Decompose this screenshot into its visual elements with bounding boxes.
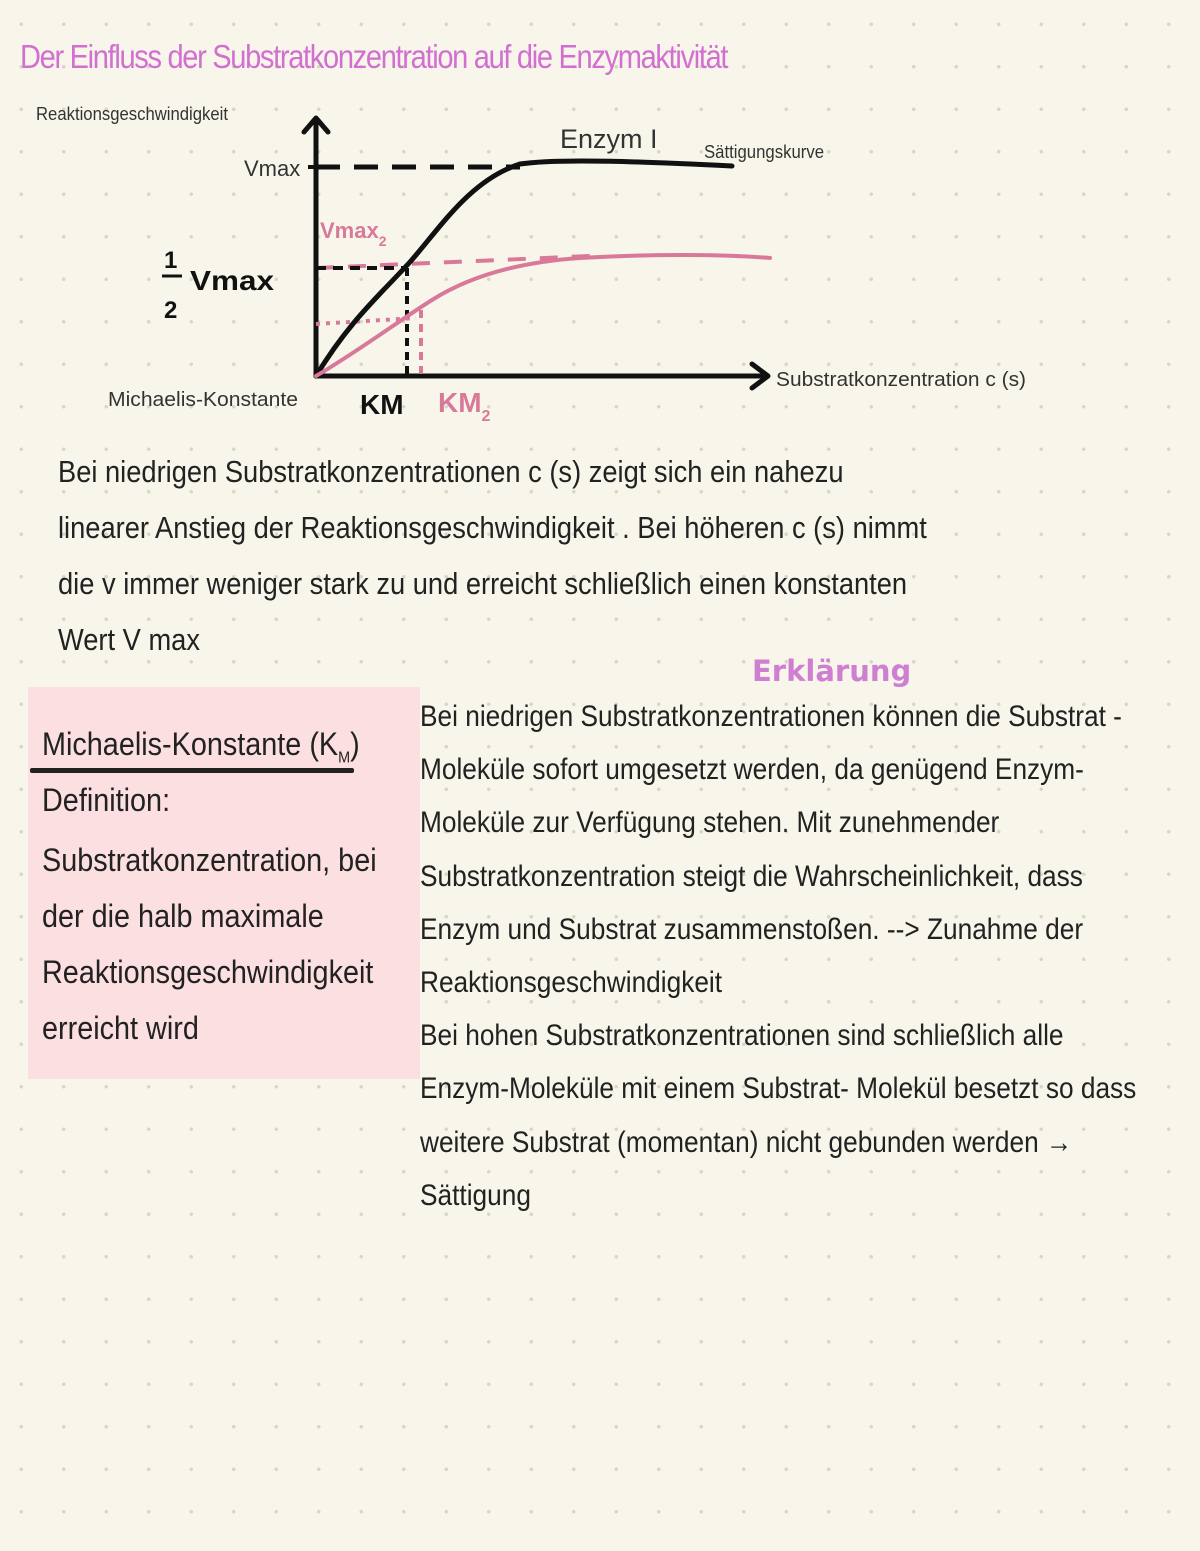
explanation-text — [420, 690, 1146, 1222]
explanation-heading: Erklärung — [752, 654, 912, 688]
enzyme1-label: Enzym I — [560, 124, 658, 154]
summary-paragraph: Bei niedrigen Substratkonzentrationen c (s) zeigt sich ein nahezu linearer Anstieg der Reaktionsgeschwindigkeit . Bei höheren c (s) nimmt die v immer weniger stark zu und erreicht schließlich einen konstanten Wert V max — [58, 454, 927, 657]
km2-label: $KM_2$ — [438, 387, 491, 425]
y-axis-label: Reaktionsgeschwindigkeit — [36, 104, 228, 124]
saturation-curve-label: Sättigungskurve — [704, 142, 824, 162]
definition-text: Substratkonzentration, bei der die halb maximale Reaktionsgeschwindigkeit erreicht wird — [42, 842, 377, 1046]
enzyme1-curve — [316, 161, 732, 376]
x-axis-label: Substratkonzentration c (s) — [776, 369, 1026, 391]
definition-label: Definition: — [42, 782, 171, 818]
michaelis-label: Michaelis-Konstante — [108, 389, 298, 411]
vmax2-label: Vmax$_2$ — [320, 218, 387, 249]
definition-title-underline — [30, 768, 354, 773]
explanation-paragraph-2: Bei hohen Substratkonzentrationen sind schließlich alle Enzym-Moleküle mit einem Substrat- Molekül besetzt so dass weitere Substrat (momentan) nicht gebunden werden → Sättigung — [420, 1019, 1137, 1212]
explanation-paragraph-1: Bei niedrigen Substratkonzentrationen können die Substrat - Moleküle sofort umgesetzt werden, da genügend Enzym-Moleküle zur Verfügung stehen. Mit zunehmender Substratkonzentration steigt die Wahrscheinlichkeit, dass Enzym und Substrat zusammenstoßen. --> Zunahme der Reaktionsgeschwindigkeit — [420, 700, 1122, 1000]
definition-title: Michaelis-Konstante $(K_M)$ — [42, 726, 360, 767]
half-vmax-label: Vmax — [190, 265, 275, 296]
half-fraction-denominator: 2 — [164, 297, 178, 324]
km-label: KM — [360, 389, 404, 420]
saturation-curve-graph — [0, 0, 1200, 440]
enzyme2-curve — [316, 255, 770, 376]
page-title: Der Einfluss der Substratkonzentration auf die Enzymaktivität — [20, 38, 728, 75]
half-fraction-numerator: 1 — [164, 247, 178, 274]
vmax-label: Vmax — [244, 156, 301, 181]
